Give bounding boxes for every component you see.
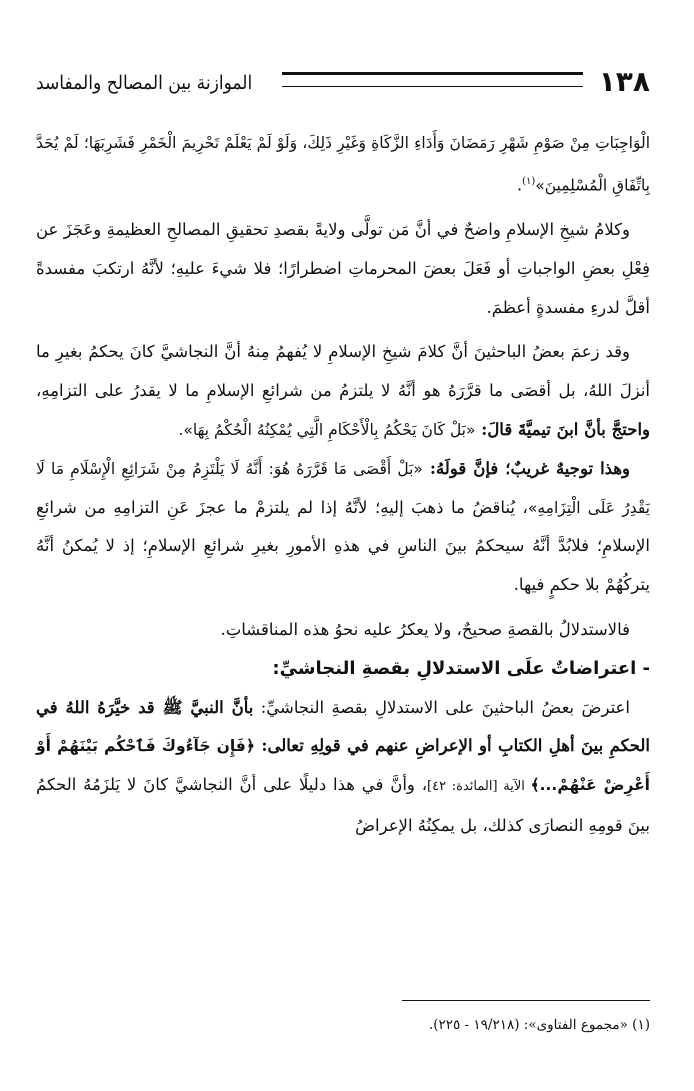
header-double-rule xyxy=(282,72,582,87)
page-number: ١٣٨ xyxy=(598,65,650,98)
footnote-separator xyxy=(402,1000,650,1001)
rebuttal-text: ، يُناقضُ ما ذهبَ إليهِ؛ لأنَّهُ إذا لم يلتزمْ ما عجزَ عَنِ التزامِهِ من شرائعِ الإسلامِ؛ فلابُدَّ أنَّهُ سيحكمُ بينَ الناسِ في هذهِ الأمورِ بغيرِ شرائعِ الإسلامِ؛ إذ لا يُمكنُ أنَّهُ يتركُهُمْ بلا حكمٍ فيها. xyxy=(36,497,650,595)
rebuttal-bold: وهذا توجيهٌ غريبٌ؛ فإنَّ قولَهُ: xyxy=(422,458,630,478)
page-header xyxy=(36,58,650,98)
section-heading: - اعتراضاتٌ علَى الاستدلالِ بقصةِ النجاشيِّ: xyxy=(272,657,650,679)
rebuttal-quote: «بَلْ أَقْصَى مَا قَرَّرَهُ هُوَ: أَنَّهُ لَا يَلْتَزِمُ مِنْ شَرَائِعِ الْإِسْلَامِ مَا لَا يَقْدِرُ عَلَى الْتِزَامِهِ» xyxy=(36,459,650,517)
paragraph-objection xyxy=(36,689,650,846)
paragraph-quote-continuation xyxy=(36,124,650,205)
quran-verse: ﴿فَإِن جَآءُوكَ فَٱحْكُم بَيْنَهُمْ أَوْ أَعْرِضْ عَنْهُمْ...﴾ xyxy=(36,737,650,795)
objection-text: اعترضَ بعضُ الباحثينَ على الاستدلالِ بقصةِ النجاشيِّ: xyxy=(253,697,630,717)
paragraph-explanation: وكلامُ شيخِ الإسلامِ واضحٌ في أنَّ مَن تولَّى ولايةً بقصدِ تحقيقِ المصالحِ العظيمةِ وعَجَزَ عن فِعْلِ بعضِ الواجباتِ أو فَعَلَ بعضَ المحرماتِ اضطرارًا؛ فلا شيءَ عليهِ؛ لأنَّهُ ارتكبَ مفسدةً أقلَّ لدرءِ مفسدةٍ أعظمَ. xyxy=(36,220,650,317)
paragraph-rebuttal xyxy=(36,450,650,605)
paragraph-claim xyxy=(36,333,650,449)
paragraph-conclusion: فالاستدلالُ بالقصةِ صحيحٌ، ولا يعكرُ عليه نحوُ هذه المناقشاتِ. xyxy=(220,620,630,640)
main-text xyxy=(36,124,650,846)
claim-quote: «بَلْ كَانَ يَحْكُمُ بِالْأَحْكَامِ الَّتِي يُمْكِنُهُ الْحُكْمُ بِهَا». xyxy=(178,421,476,440)
claim-text: وقد زعمَ بعضُ الباحثينَ أنَّ كلامَ شيخِ الإسلامِ لا يُفهمُ مِنهُ أنَّ النجاشيَّ كانَ يحكمُ بغيرِ ما أنزلَ اللهُ، بل أقصَى ما قرَّرَهُ هو أنَّهُ لا يلتزمُ من شرائعِ الإسلامِ ما لا يقدرُ على التزامِهِ، xyxy=(36,342,650,401)
verse-reference: الآية [المائدة: ٤٢] xyxy=(427,779,531,795)
footnote: (١) «مجموع الفتاوى»: (١٩/٢١٨ - ٢٢٥). xyxy=(428,1017,650,1033)
claim-bold: واحتجَّ بأنَّ ابنَ تيميَّةَ قالَ: xyxy=(475,420,650,440)
running-title: الموازنة بين المصالح والمفاسد xyxy=(36,72,253,94)
objection-bold: بأنَّ النبيَّ ﷺ قد خيَّرَهُ اللهُ في الحكمِ بينَ أهلِ الكتابِ أو الإعراضِ عنهم في قولِهِ تعالى: xyxy=(36,697,650,756)
footnote-marker: (١) xyxy=(522,175,536,187)
sentence-end: . xyxy=(516,175,523,195)
objection-continuation: ، وأنَّ في هذا دليلًا على أنَّ النجاشيَّ كانَ لا يَلزَمُهُ الحكمُ بينَ قومِهِ النصارَى كذلك، بل يمكِنُهُ الإعراضُ xyxy=(36,775,650,836)
quote-text: الْوَاجِبَاتِ مِنْ صَوْمِ شَهْرِ رَمَضَانَ وَأَدَاءِ الزَّكَاةِ وَغَيْرِ ذَلِكَ، وَلَوْ لَمْ يَعْلَمْ تَحْرِيمَ الْخَمْرِ فَشَرِبَهَا؛ لَمْ يُحَدَّ بِاتِّفَاقِ الْمُسْلِمِينَ» xyxy=(36,134,650,195)
